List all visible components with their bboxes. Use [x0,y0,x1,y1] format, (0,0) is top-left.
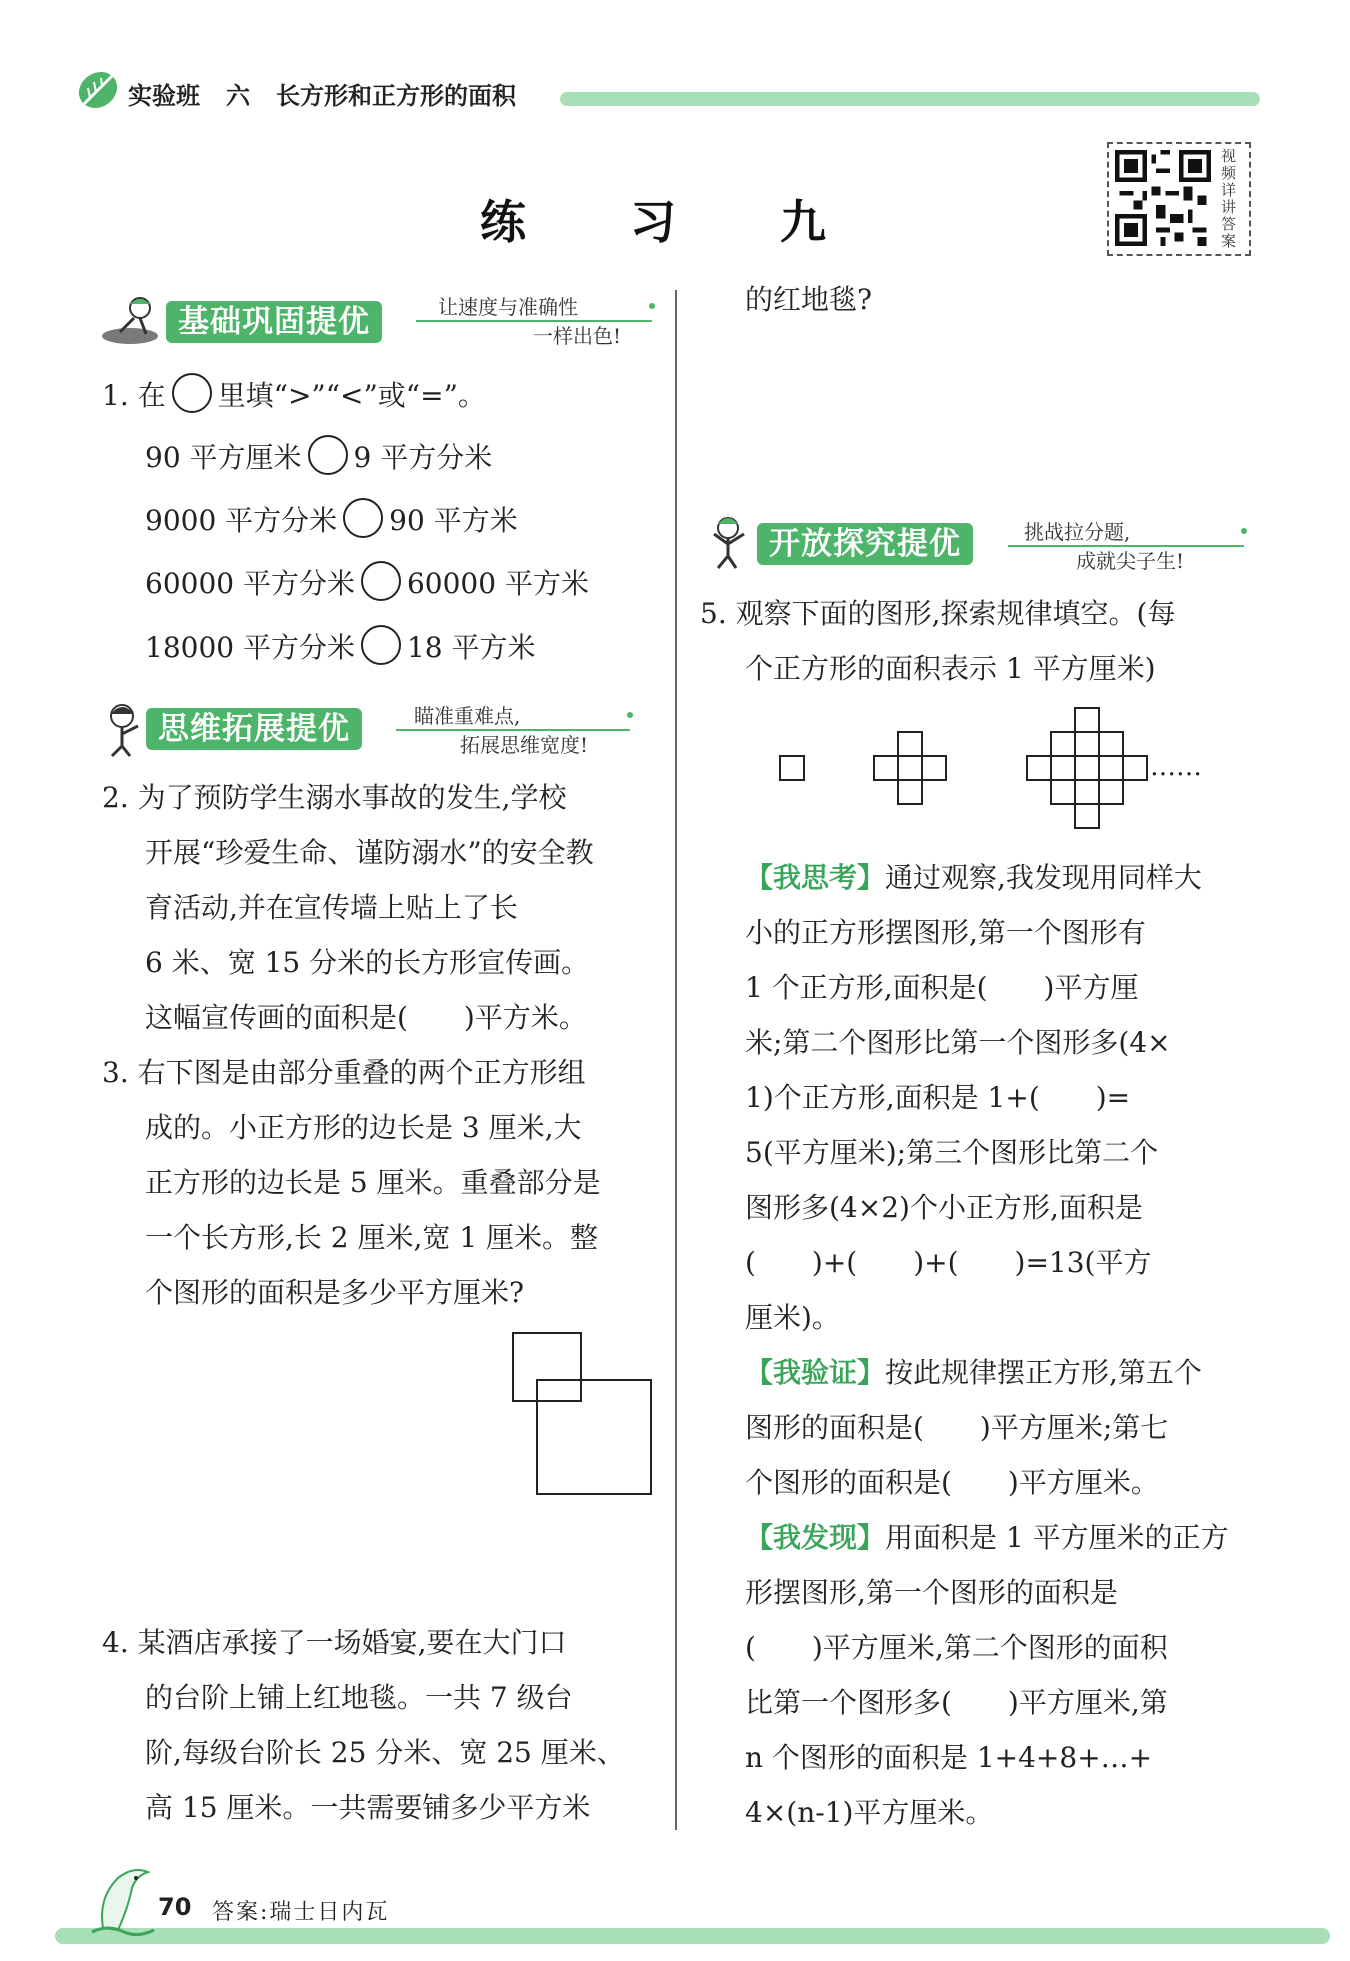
q3-line-2: 成的。小正方形的边长是 3 厘米,大 [145,1111,582,1144]
q3-line-1: 3. 右下图是由部分重叠的两个正方形组 [102,1056,586,1089]
q4-line-3: 阶,每级台阶长 25 分米、宽 25 厘米、 [145,1736,625,1769]
page-number: 70 [158,1893,192,1921]
fig2-square [898,780,922,804]
verify-tag: 【我验证】 [745,1356,886,1389]
q2-line-3: 育活动,并在宣传墙上贴上了长 [145,891,518,924]
fig3-square [1075,804,1099,828]
discover-line-4: 比第一个图形多( )平方厘米,第 [745,1686,1168,1719]
header-unit: 六 [226,82,250,110]
think-line-4: 米;第二个图形比第一个图形多(4× [745,1026,1171,1059]
q2-line-5: 这幅宣传画的面积是( )平方米。 [145,1001,587,1034]
compare-circle-3[interactable] [361,561,401,601]
q1-item-1: 90 平方厘米 9 平方分米 [145,430,492,485]
slogan-line [396,729,630,731]
q1-item-3: 60000 平方分米 60000 平方米 [145,556,589,611]
slogan-open-line2: 成就尖子生! [1076,549,1185,573]
verify-line-3: 个图形的面积是( )平方厘米。 [745,1466,1159,1499]
q3-line-5: 个图形的面积是多少平方厘米? [145,1276,525,1309]
section-badge-open: 开放探究提优 [757,523,973,565]
footer-bar [55,1928,1330,1944]
slogan-basic-line1: 让速度与准确性 [438,295,578,319]
column-divider [675,290,677,1830]
slogan-basic-line2: 一样出色! [533,324,622,348]
fig3-square [1051,756,1075,780]
think-line-8: ( )+( )+( )=13(平方 [745,1246,1152,1279]
fig3-square [1099,780,1123,804]
compare-circle-2[interactable] [343,498,383,538]
fig3-square [1099,756,1123,780]
slogan-line [416,320,652,322]
slogan-open-line1: 挑战拉分题, [1024,520,1131,544]
q5-line-2: 个正方形的面积表示 1 平方厘米) [745,652,1156,685]
q2-line-1: 2. 为了预防学生溺水事故的发生,学校 [102,781,567,814]
footer-answer: 答案:瑞士日内瓦 [212,1900,390,1925]
fig3-square [1051,732,1075,756]
fig3-square [1051,780,1075,804]
q1-suffix: 里填“>”“<”或“=”。 [217,379,486,412]
fig3-square [1075,780,1099,804]
slogan-line [1008,545,1244,547]
slogan-thinking-line2: 拓展思维宽度! [460,733,589,757]
slogan-dot [1241,528,1247,534]
fig3-square [1075,708,1099,732]
mascot-cheer-icon [700,512,764,570]
think-line-7: 图形多(4×2)个小正方形,面积是 [745,1191,1143,1224]
header-bar [560,92,1260,106]
section-badge-thinking: 思维拓展提优 [146,708,362,750]
q5-line-1: 5. 观察下面的图形,探索规律填空。(每 [700,597,1176,630]
discover-line-1: 【我发现】用面积是 1 平方厘米的正方 [745,1521,1229,1554]
think-tag: 【我思考】 [745,861,886,894]
discover-tag: 【我发现】 [745,1521,886,1554]
header-brand: 实验班 [128,82,200,110]
compare-circle-1[interactable] [308,435,348,475]
discover-line-5: n 个图形的面积是 1+4+8+…+ [745,1741,1153,1774]
fig3-square [1027,756,1051,780]
fig2-square [874,756,898,780]
slogan-dot [649,303,655,309]
q2-line-4: 6 米、宽 15 分米的长方形宣传画。 [145,946,590,979]
q1-item-4: 18000 平方分米 18 平方米 [145,620,536,675]
q3-line-3: 正方形的边长是 5 厘米。重叠部分是 [145,1166,601,1199]
discover-line-6: 4×(n-1)平方厘米。 [745,1796,994,1829]
page-title: 练 习 九 [479,195,871,249]
qr-caption: 视频详讲答案 [1221,147,1237,250]
answer-circle[interactable] [172,373,212,413]
discover-line-3: ( )平方厘米,第二个图形的面积 [745,1631,1168,1664]
dolphin-icon [88,1858,158,1938]
verify-line-2: 图形的面积是( )平方厘米;第七 [745,1411,1169,1444]
leaf-logo-icon [76,68,120,112]
fig2-square [898,732,922,756]
fig3-square [1075,732,1099,756]
q4-continued: 的红地毯? [745,283,873,316]
think-line-1: 【我思考】通过观察,我发现用同样大 [745,861,1202,894]
think-line-5: 1)个正方形,面积是 1+( )= [745,1081,1131,1114]
fig3-square [1123,756,1147,780]
mascot-skate-icon [100,292,164,350]
fig1-square [780,756,804,780]
fig3-square [1099,732,1123,756]
discover-line-2: 形摆图形,第一个图形的面积是 [745,1576,1118,1609]
header-text [128,76,542,111]
qr-box[interactable] [1107,142,1251,256]
fig2-square [898,756,922,780]
fig2-square [922,756,946,780]
q2-line-2: 开展“珍爱生命、谨防溺水”的安全教 [145,836,594,869]
q4-line-2: 的台阶上铺上红地毯。一共 7 级台 [145,1681,573,1714]
verify-line-1: 【我验证】按此规律摆正方形,第五个 [745,1356,1202,1389]
think-line-2: 小的正方形摆图形,第一个图形有 [745,916,1146,949]
header-chapter: 长方形和正方形的面积 [276,82,516,110]
qr-code-icon[interactable] [1115,150,1211,246]
compare-circle-4[interactable] [361,625,401,665]
pattern-ellipsis: …… [1150,752,1202,782]
q1-prompt [102,368,486,423]
q4-line-4: 高 15 厘米。一共需要铺多少平方米 [145,1791,591,1824]
q1-prefix: 1. 在 [102,379,166,412]
overlapping-squares-figure [510,1330,660,1500]
q1-item-2: 9000 平方分米 90 平方米 [145,493,518,548]
q4-line-1: 4. 某酒店承接了一场婚宴,要在大门口 [102,1626,567,1659]
think-line-9: 厘米)。 [745,1301,840,1334]
think-line-3: 1 个正方形,面积是( )平方厘 [745,971,1139,1004]
think-line-6: 5(平方厘米);第三个图形比第二个 [745,1136,1159,1169]
fig3-square [1075,756,1099,780]
q3-line-4: 一个长方形,长 2 厘米,宽 1 厘米。整 [145,1221,599,1254]
slogan-thinking-line1: 瞄准重难点, [414,704,521,728]
slogan-dot [627,712,633,718]
square-pattern-figure [770,700,1170,840]
section-badge-basic: 基础巩固提优 [166,301,382,343]
